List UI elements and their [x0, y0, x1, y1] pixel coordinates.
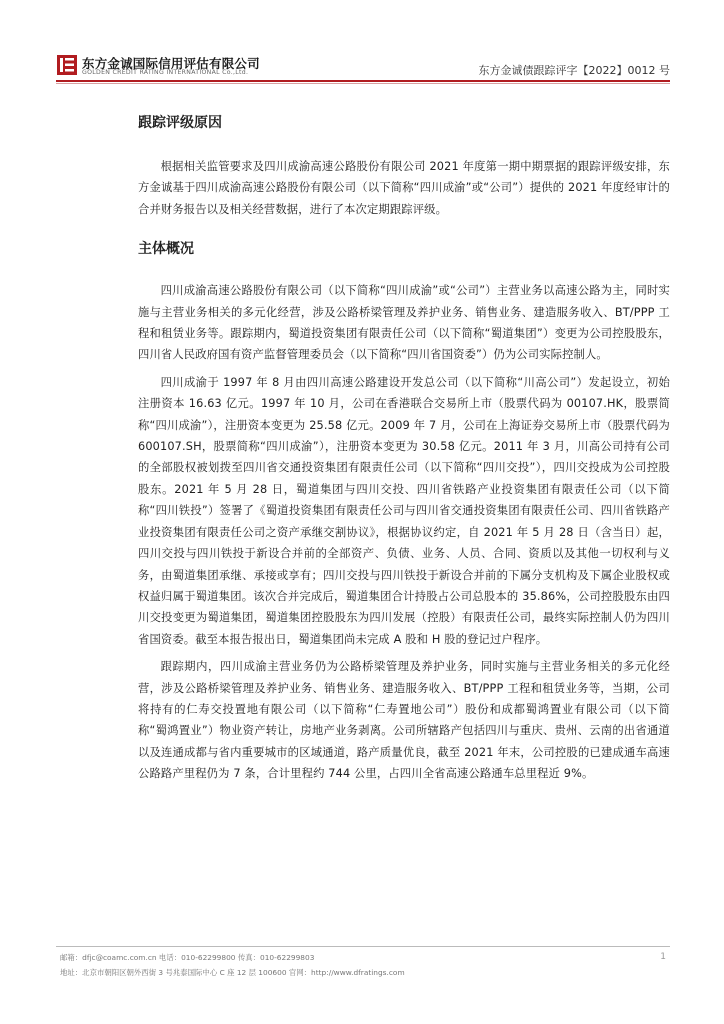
paragraph: 根据相关监管要求及四川成渝高速公路股份有限公司 2021 年度第一期中期票据的跟踪评级安排，东方金诚基于四川成渝高速公路股份有限公司（以下简称“四川成渝”或“公司”）提供的 2021 年度经审计的合并财务报告以及相关经营数据，进行了本次定期跟踪评级。: [138, 160, 670, 216]
paragraph: 跟踪期内，四川成渝主营业务仍为公路桥梁管理及养护业务，同时实施与主营业务相关的多元化经营，涉及公路桥梁管理及养护业务、销售业务、建造服务收入、BT/PPP 工程和租赁业务等，当期，公司将持有的仁寿交投置地有限公司（以下简称“仁寿置地公司”）股份和成都蜀鸿置业有限公司（以下简称“蜀鸿置业”）物业资产转让，房地产业务剥离。公司所辖路产包括四川与重庆、贵州、云南的出省通道以及连通成都与省内重要城市的区域通道，路产质量优良，截至 2021 年末，公司控股的已建成通车高速公路路产里程仍为 7 条，合计里程约 744 公里，占四川全省高速公路通车总里程近 9%。: [138, 660, 670, 781]
page-footer: [60, 950, 405, 980]
document-body: [138, 112, 670, 791]
company-name-en: GOLDEN CREDIT RATING INTERNATIONAL Co.,Ltd.: [82, 69, 249, 76]
page-header: [56, 52, 670, 80]
section-title-rating-reason: 跟踪评级原因: [138, 115, 222, 131]
header-divider-thin: [56, 83, 670, 84]
page-number: 1: [660, 952, 666, 962]
document-reference: 东方金诚债跟踪评字【2022】0012 号: [478, 64, 670, 77]
footer-address: 地址：北京市朝阳区朝外西街 3 号兆泰国际中心 C 座 12 层 100600 官网：http://www.dfratings.com: [60, 968, 405, 977]
paragraph: 四川成渝于 1997 年 8 月由四川高速公路建设开发总公司（以下简称“川高公司”）发起设立，初始注册资本 16.63 亿元。1997 年 10 月，公司在香港联合交易所上市（股票代码为 00107.HK，股票简称“四川成渝”），注册资本变更为 25.58 亿元。2009 年 7 月，公司在上海证券交易所上市（股票代码为 600107.SH，股票简称“四川成渝”），注册资本变更为 30.58 亿元。2011 年 3 月，川高公司持有公司的全部股权被划拨至四川省交通投资集团有限责任公司（以下简称“四川交投”），四川交投成为公司控股股东。2021 年 5 月 28 日，蜀道集团与四川交投、四川省铁路产业投资集团有限责任公司（以下简称“四川铁投”）签署了《蜀道投资集团有限责任公司与四川省交通投资集团有限责任公司、四川省铁路产业投资集团有限责任公司之资产承继交割协议》，根据协议约定，自 2021 年 5 月 28 日（含当日）起，四川交投与四川铁投于新设合并前的全部资产、负债、业务、人员、合同、资质以及其他一切权利与义务，由蜀道集团承继、承接或享有；四川交投与四川铁投于新设合并前的下属分支机构及下属企业股权或权益归属于蜀道集团。该次合并完成后，蜀道集团合计持股占公司总股本的 35.86%，公司控股股东由四川交投变更为蜀道集团，蜀道集团控股股东为四川发展（控股）有限责任公司，最终实际控制人仍为四川省国资委。截至本报告报出日，蜀道集团尚未完成 A 股和 H 股的登记过户程序。: [138, 375, 670, 646]
section-title-overview: 主体概况: [138, 241, 194, 258]
header-divider: [56, 80, 670, 82]
footer-divider: [56, 946, 670, 947]
company-logo-icon: [56, 54, 78, 76]
company-name-cn: 东方金诚国际信用评估有限公司: [82, 56, 260, 71]
paragraph: 四川成渝高速公路股份有限公司（以下简称“四川成渝”或“公司”）主营业务以高速公路为主，同时实施与主营业务相关的多元化经营，涉及公路桥梁管理及养护业务、销售业务、建造服务收入、BT/PPP 工程和租赁业务等。跟踪期内，蜀道投资集团有限责任公司（以下简称“蜀道集团”）变更为公司控股股东，四川省人民政府国有资产监督管理委员会（以下简称“四川省国资委”）仍为公司实际控制人。: [138, 284, 670, 362]
footer-contact: 邮箱：dfjc@coamc.com.cn 电话：010-62299800 传真：010-62299803: [60, 953, 315, 962]
